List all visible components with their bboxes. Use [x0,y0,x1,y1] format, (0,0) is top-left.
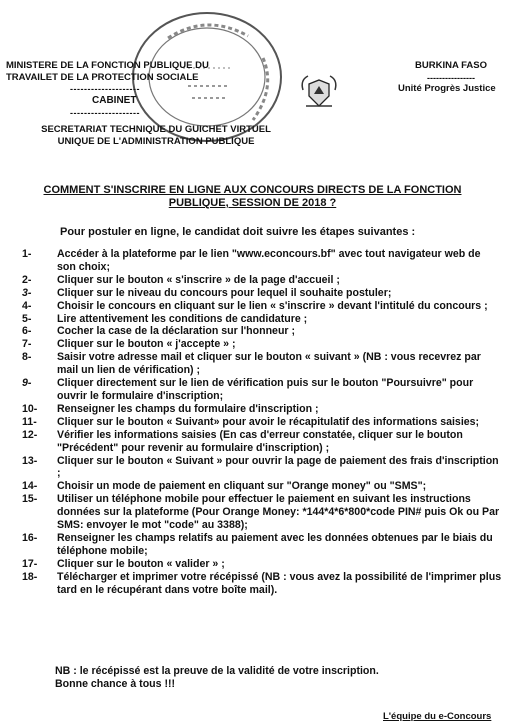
step-number: 6- [22,325,32,338]
step-item [22,287,502,300]
step-number: 17- [22,557,38,570]
step-text: Renseigner les champs relatifs au paiement avec les données obtenues par le biais du téléphone mobile; [57,531,493,557]
country-name: BURKINA FASO [415,60,487,71]
step-text: Vérifier les informations saisies (En cas d'erreur constatée, cliquer sur le bouton "Précédent" pour revenir au formulaire d'inscription) ; [57,428,463,454]
step-text: Cliquer sur le bouton « Suivant » pour ouvrir la page de paiement des frais d'inscription ; [57,454,499,480]
step-number: 7- [22,338,32,351]
steps-list [22,248,502,596]
step-text: Cliquer directement sur le lien de vérification puis sur le bouton "Poursuivre" pour ouvrir le formulaire d'inscription; [57,377,474,402]
step-text: Choisir le concours en cliquant sur le lien « s'inscrire » devant l'intitulé du concours ; [57,299,488,312]
good-luck-text: Bonne chance à tous !!! [55,678,176,690]
ministry-line-1: MINISTERE DE LA FONCTION PUBLIQUE DU [6,60,209,71]
step-number: 8- [22,351,32,364]
signature: L'équipe du e-Concours [383,711,492,722]
step-text: Cliquer sur le bouton « j'accepte » ; [57,338,236,351]
step-item [22,403,502,416]
step-item [22,455,502,481]
step-text: Cocher la case de la déclaration sur l'honneur ; [57,325,296,338]
intro-text: Pour postuler en ligne, le candidat doit suivre les étapes suivantes : [60,226,416,238]
step-number: 9- [22,377,32,390]
closing-note [55,665,379,691]
step-number: 1- [22,248,32,260]
step-item [22,493,502,532]
step-item [22,429,502,455]
nb-text: NB : le récépissé est la preuve de la validité de votre inscription. [55,665,379,677]
step-item [22,248,502,274]
ministry-line-2: TRAVAILET DE LA PROTECTION SOCIALE [6,72,199,83]
secretariat-line-2: UNIQUE DE L'ADMINISTRATION PUBLIQUE [57,136,255,147]
step-text: Cliquer sur le bouton « s'inscrire » de la page d'accueil ; [57,273,340,286]
step-text: Cliquer sur le bouton « valider » ; [57,557,225,570]
separator-dashes: -------------------- [70,84,140,94]
step-item [22,338,502,351]
step-item [22,571,502,597]
step-number: 14- [22,480,38,493]
step-number: 5- [22,312,32,325]
step-item [22,558,502,571]
national-motto: Unité Progrès Justice [398,83,496,94]
step-text: Cliquer sur le bouton « Suivant» pour avoir le récapitulatif des informations saisies; [57,415,480,428]
step-text: Cliquer sur le niveau du concours pour lequel il souhaite postuler; [57,286,392,299]
document-title: COMMENT S'INSCRIRE EN LIGNE AUX CONCOURS DIRECTS DE LA FONCTION PUBLIQUE, SESSION DE 2018 ? [43,184,462,209]
step-number: 3- [22,286,32,299]
step-number: 4- [22,299,32,312]
step-number: 11- [22,415,37,428]
step-item [22,300,502,313]
step-item [22,416,502,429]
step-text: Télécharger et imprimer votre récépissé (NB : vous avez la possibilité de l'imprimer plus tard en le récupérant dans votre boîte mail). [57,570,502,596]
step-item [22,532,502,558]
step-text: Lire attentivement les conditions de candidature ; [57,312,308,325]
step-item [22,351,502,377]
step-text: Utiliser un téléphone mobile pour effectuer le paiement en suivant les instructions données sur la plateforme (Pour Orange Money: *144*4*6*800*code PIN# puis Ok ou Par SMS: envoyer le mot "code" au 3388); [57,493,500,532]
country-header [401,60,501,84]
step-item [22,377,502,403]
secretariat-header [6,124,306,148]
step-number: 12- [22,428,38,441]
step-item [22,313,502,326]
ministry-header [6,60,306,84]
step-text: Accéder à la plateforme par le lien "www.econcours.bf" avec tout navigateur web de son choix; [57,248,481,273]
step-item [22,325,502,338]
step-item [22,480,502,493]
step-text: Renseigner les champs du formulaire d'inscription ; [57,402,319,415]
step-number: 2- [22,273,32,286]
step-number: 13- [22,454,38,467]
step-number: 18- [22,570,38,583]
country-dashes: ---------------- [427,73,475,83]
step-item [22,274,502,287]
step-number: 10- [22,402,38,415]
secretariat-line-1: SECRETARIAT TECHNIQUE DU GUICHET VIRTUEL [41,124,271,135]
step-number: 15- [22,493,38,506]
step-number: 16- [22,531,38,544]
step-text: Saisir votre adresse mail et cliquer sur le bouton « suivant » (NB : vous recevrez par mail un lien de vérification) ; [57,351,481,377]
separator-dashes: -------------------- [70,108,140,118]
step-text: Choisir un mode de paiement en cliquant sur "Orange money" ou "SMS"; [57,480,427,493]
cabinet-label: CABINET [92,95,137,106]
